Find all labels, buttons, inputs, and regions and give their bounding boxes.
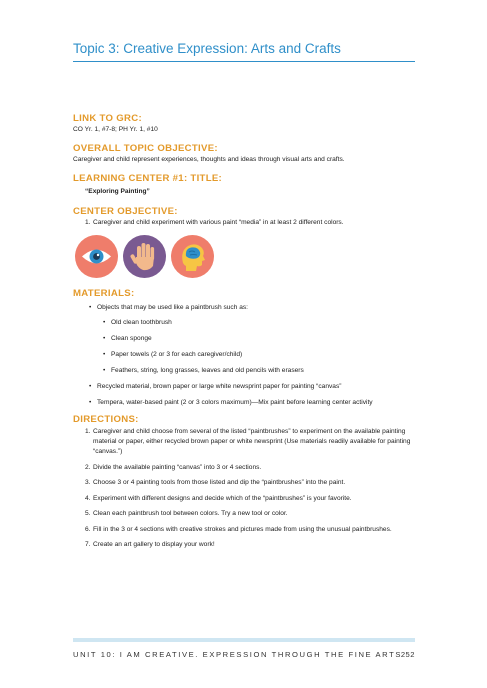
materials-list bbox=[73, 303, 415, 408]
paintbrush-options-list bbox=[97, 318, 415, 376]
footer-divider bbox=[73, 638, 415, 642]
learning-center-title: “Exploring Painting” bbox=[85, 188, 150, 195]
directions-heading: DIRECTIONS: bbox=[73, 414, 139, 425]
materials-heading: MATERIALS: bbox=[73, 288, 135, 299]
item-text: Experiment with different designs and decide which of the “paintbrushes” is your favorite. bbox=[93, 494, 352, 502]
footer-unit-title: UNIT 10: I AM CREATIVE. EXPRESSION THROUGH THE FINE ARTS bbox=[73, 650, 402, 659]
overall-objective-section bbox=[73, 143, 345, 165]
eye-icon bbox=[75, 235, 118, 278]
list-item: • Recycled material, brown paper or large white newsprint paper for painting “canvas” bbox=[73, 382, 415, 392]
list-item bbox=[73, 509, 415, 519]
item-text: Create an art gallery to display your work! bbox=[93, 541, 215, 548]
icon-row bbox=[75, 235, 214, 278]
item-text: Clean each paintbrush tool between colors. Try a new tool or color. bbox=[93, 510, 288, 517]
list-item bbox=[73, 218, 415, 228]
list-item: • Clean sponge bbox=[97, 334, 415, 344]
item-text: Caregiver and child experiment with various paint “media” in at least 2 different colors. bbox=[93, 219, 344, 226]
item-number: 6. bbox=[85, 525, 91, 533]
list-item bbox=[73, 427, 415, 457]
list-item bbox=[73, 478, 415, 488]
overall-objective-heading: OVERALL TOPIC OBJECTIVE: bbox=[73, 143, 218, 154]
item-number: 4. bbox=[85, 494, 91, 502]
list-item: • Paper towels (2 or 3 for each caregiver/child) bbox=[97, 350, 415, 360]
item-text: Choose 3 or 4 painting tools from those listed and dip the “paintbrushes” into the paint. bbox=[93, 479, 346, 486]
learning-center-heading: LEARNING CENTER #1: TITLE: bbox=[73, 173, 223, 184]
head-brain-icon bbox=[171, 235, 214, 278]
list-item bbox=[73, 303, 415, 376]
item-text: Fill in the 3 or 4 sections with creative strokes and pictures made from using the unusual paintbrushes. bbox=[93, 525, 392, 533]
hand-icon bbox=[123, 235, 166, 278]
directions-section bbox=[73, 414, 415, 556]
item-number: 1. bbox=[85, 428, 91, 435]
learning-center-section bbox=[73, 173, 222, 197]
item-number: 1. bbox=[85, 219, 91, 226]
page-title: Topic 3: Creative Expression: Arts and Crafts bbox=[73, 40, 415, 62]
overall-objective-text: Caregiver and child represent experiences, thoughts and ideas through visual arts and crafts. bbox=[73, 156, 345, 163]
materials-section bbox=[73, 288, 415, 414]
item-number: 2. bbox=[85, 463, 91, 471]
list-item bbox=[73, 540, 415, 550]
directions-list bbox=[73, 427, 415, 550]
center-objective-list bbox=[73, 218, 415, 228]
page-content bbox=[73, 40, 415, 548]
item-number: 7. bbox=[85, 541, 91, 548]
link-to-grc-section bbox=[73, 113, 158, 135]
item-text: Divide the available painting “canvas” into 3 or 4 sections. bbox=[93, 463, 262, 471]
list-item bbox=[73, 525, 415, 535]
center-objective-heading: CENTER OBJECTIVE: bbox=[73, 206, 178, 217]
list-item: • Feathers, string, long grasses, leaves and old pencils with erasers bbox=[97, 366, 415, 376]
page-footer bbox=[73, 650, 415, 659]
item-number: 3. bbox=[85, 479, 91, 486]
list-item: • Tempera, water-based paint (2 or 3 colors maximum)—Mix paint before learning center activity bbox=[73, 398, 415, 408]
list-item bbox=[73, 463, 415, 473]
list-item bbox=[73, 494, 415, 504]
link-to-grc-text: CO Yr. 1, #7-8; PH Yr. 1, #10 bbox=[73, 126, 158, 133]
item-number: 5. bbox=[85, 510, 91, 517]
page-number: 252 bbox=[400, 650, 415, 659]
item-text: Caregiver and child choose from several of the listed “paintbrushes” to experiment on the available painting material or paper, either recycled brown paper or white newsprint (Use materials readily available for painting “canvas.”) bbox=[93, 428, 411, 455]
materials-intro: Objects that may be used like a paintbrush such as: bbox=[97, 304, 249, 311]
link-to-grc-heading: LINK TO GRC: bbox=[73, 113, 142, 124]
list-item: • Old clean toothbrush bbox=[97, 318, 415, 328]
center-objective-section bbox=[73, 206, 415, 228]
